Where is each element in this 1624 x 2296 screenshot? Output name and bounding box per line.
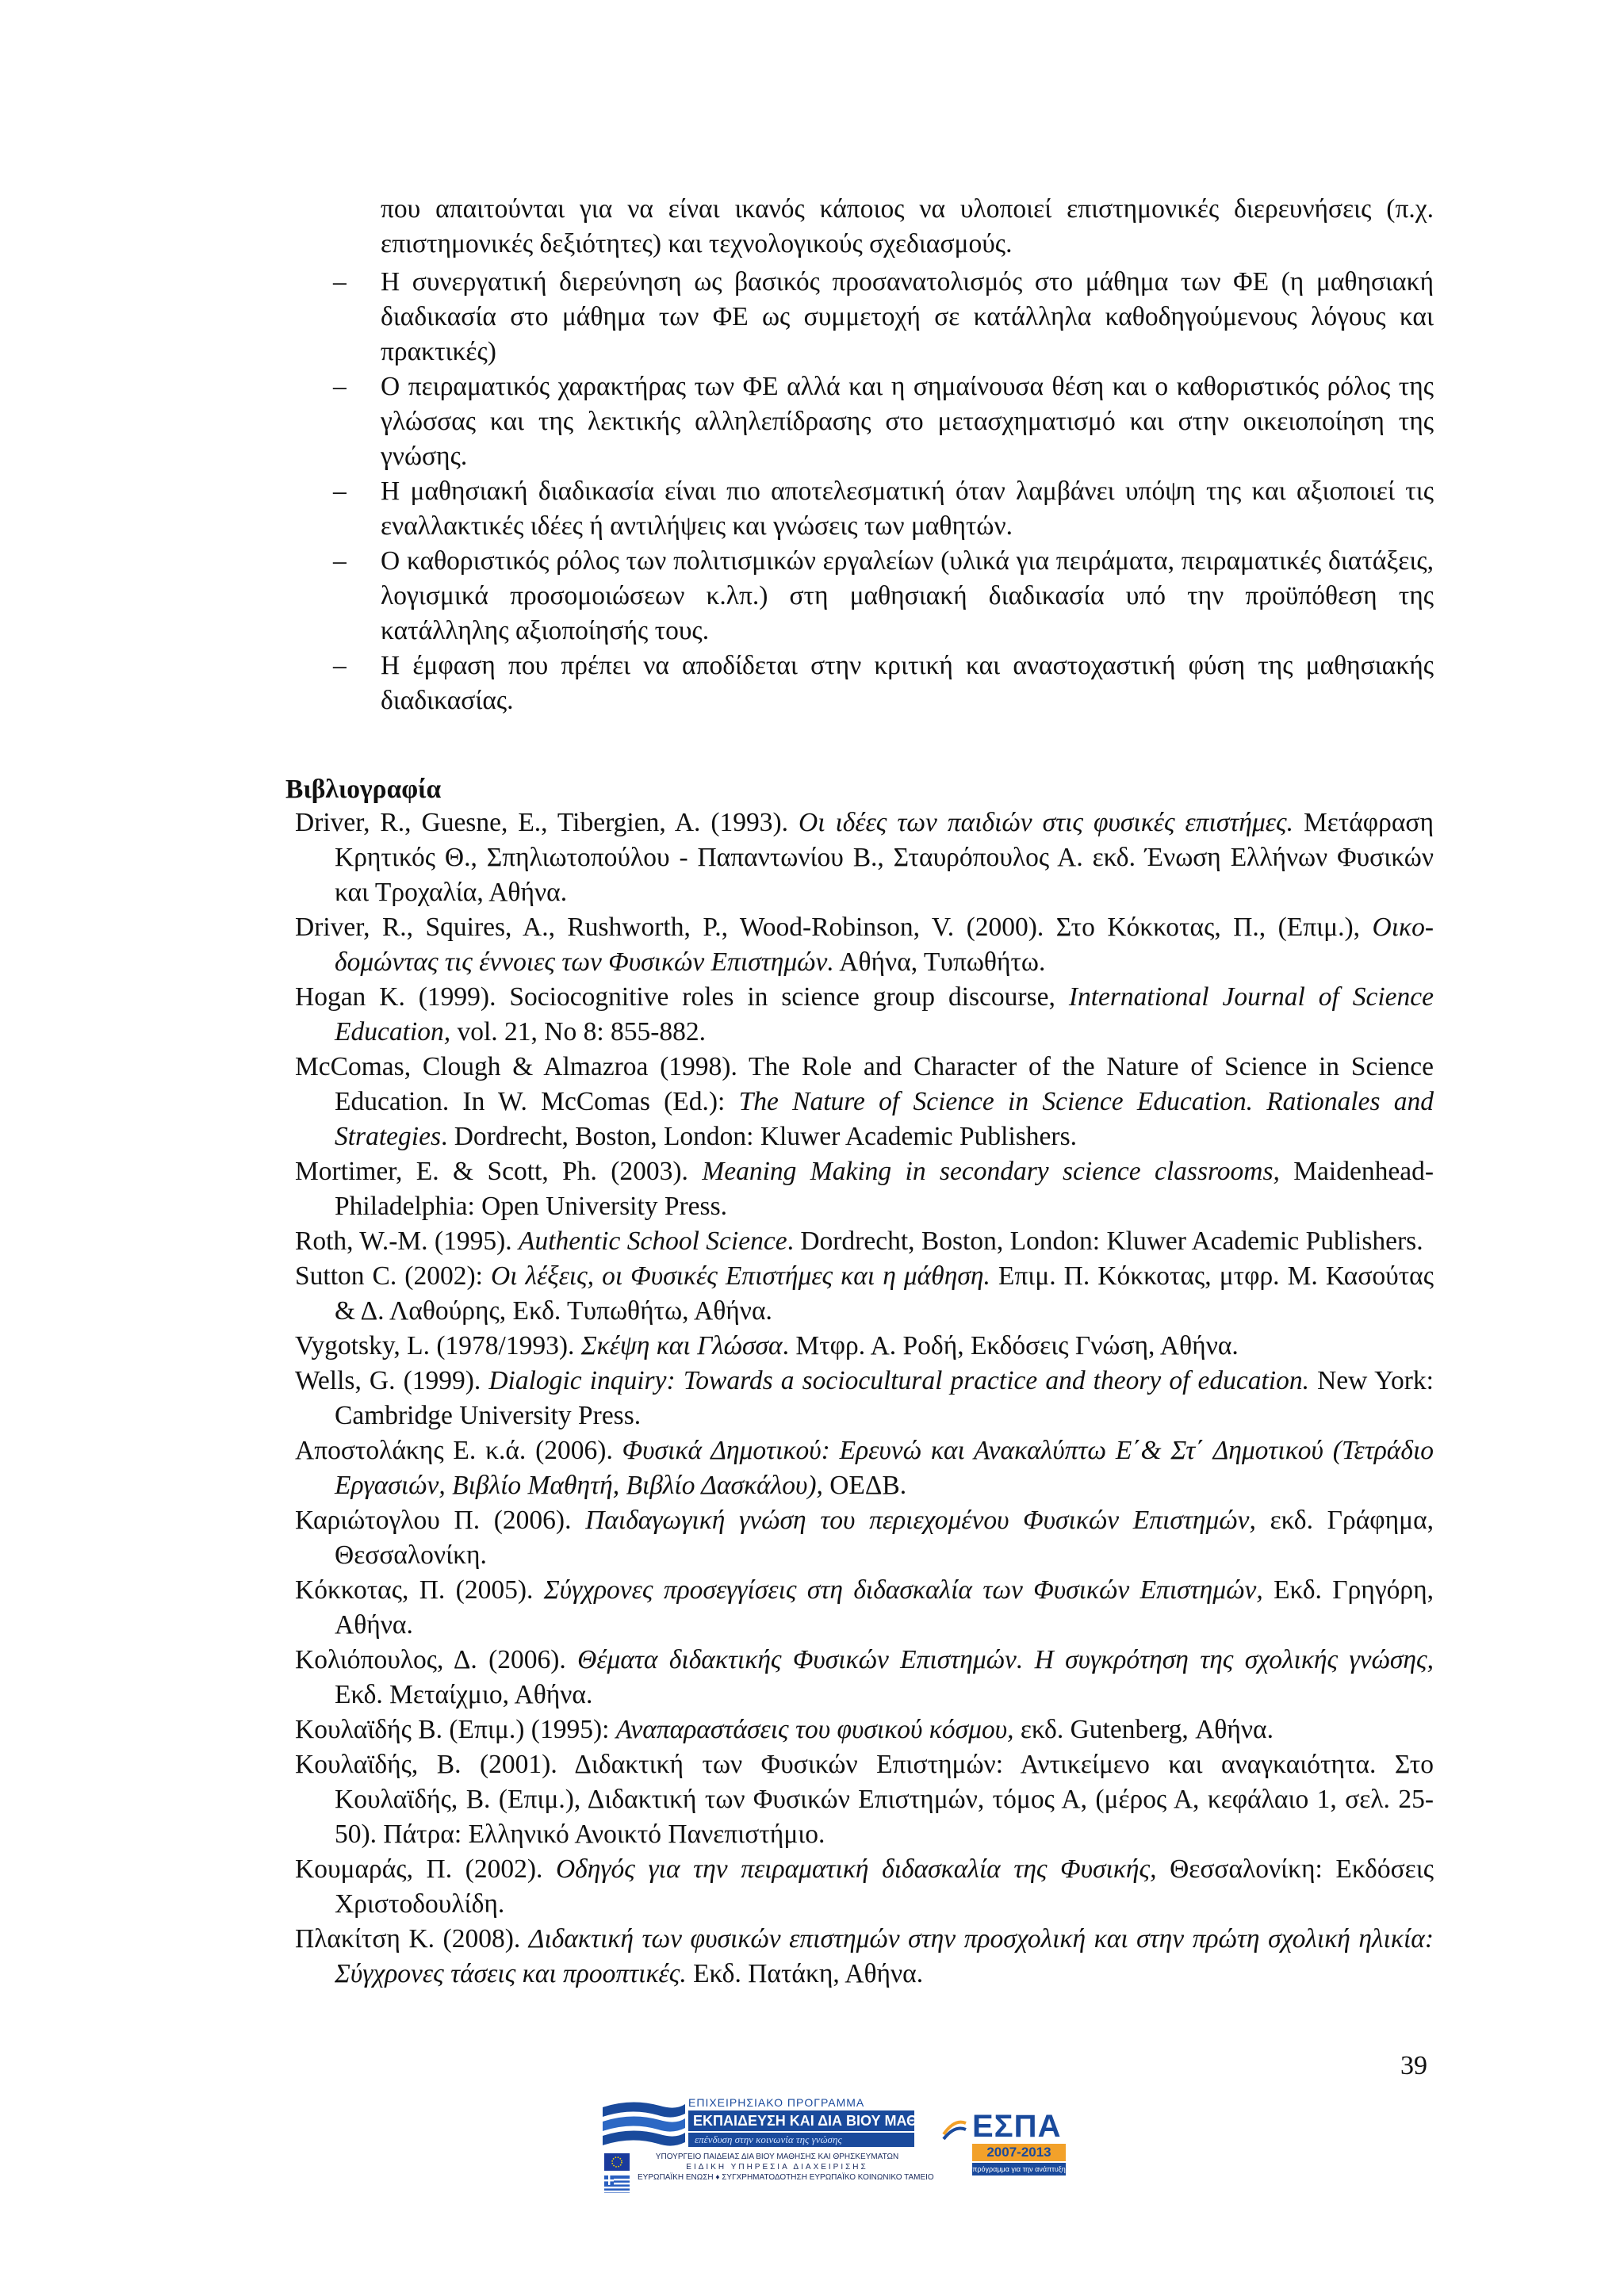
reference-text: Μετάφραση Κρητικός Θ., Σπηλιωτοπούλου - Παπαντωνίου Β., Σταυρόπουλος Α. εκδ. Ένωση Ελλήνων Φυσικών και Τροχαλία, Αθήνα. [335, 808, 1434, 907]
dash-marker: – [333, 651, 347, 680]
reference-entry [295, 1154, 1434, 1224]
list-item-text: Ο καθοριστικός ρόλος των πολιτισμικών εργαλείων (υλικά για πειράματα, πειραματικές διατάξεις, λογισμικά προσομοιώσεων κ.λπ.) στη μαθησιακή διαδικασία υπό την προϋπόθεση της κατάλληλης αξιοποίησής τους. [381, 546, 1434, 645]
list-item [333, 544, 1434, 649]
reference-text: Εκδ. Πατάκη, Αθήνα. [686, 1959, 924, 1988]
reference-title: Σκέψη και Γλώσσα [580, 1331, 783, 1360]
reference-title: Οι λέξεις, οι Φυσικές Επιστήμες και η μάθηση. [490, 1261, 990, 1291]
reference-title: The Nature of Science in Science Education. Rationales and Strategies [335, 1087, 1434, 1151]
reference-text: Κουλαϊδής, Β. (2001). Διδακτική των Φυσικών Επιστημών: Αντικείμενο και αναγκαιότητα. Στο Κουλαϊδής, Β. (Επιμ.), Διδακτική των Φυσικών Επιστημών, τόμος Α, (μέρος Α, κεφάλαιο 1, σελ. 25-50). Πάτρα: Ελληνικό Ανοικτό Πανεπιστήμιο. [295, 1750, 1434, 1849]
reference-text: Εκδ. Γρηγόρη, Αθήνα. [335, 1575, 1434, 1640]
ministry-line: ΥΠΟΥΡΓΕΙΟ ΠΑΙΔΕΙΑΣ ΔΙΑ ΒΙΟΥ ΜΑΘΗΣΗΣ ΚΑΙ ΘΡΗΣΚΕΥΜΑΤΩΝ [655, 2152, 899, 2161]
reference-title: Dialogic inquiry: Towards a sociocultural practice and theory of education. [488, 1366, 1309, 1395]
reference-text: Driver, R., Guesne, E., Tibergien, A. (1993). [295, 808, 799, 837]
reference-entry [295, 1712, 1434, 1747]
programme-name: ΕΚΠΑΙΔΕΥΣΗ ΚΑΙ ΔΙΑ ΒΙΟΥ ΜΑΘΗΣΗ [688, 2110, 914, 2131]
reference-text: Vygotsky, L. (1978/1993). [295, 1331, 581, 1360]
reference-title: Θέματα διδακτικής Φυσικών Επιστημών. Η συγκρότηση της σχολικής γνώσης, [577, 1645, 1434, 1674]
reference-title: Φυσικά Δημοτικού: Ερευνώ και Ανακαλύπτω Ε΄& Στ΄ Δημοτικού (Τετράδιο Εργασιών, Βιβλίο Μαθητή, Βιβλίο Δασκάλου), [335, 1436, 1434, 1500]
reference-text: . Μτφρ. Α. Ροδή, Εκδόσεις Γνώση, Αθήνα. [782, 1331, 1239, 1360]
reference-text: McComas, Clough & Almazroa (1998). The Role and Character of the Nature of Science in Science Education. In W. McComas (Ed.): [295, 1052, 1434, 1116]
reference-entry [295, 910, 1434, 980]
reference-entry [295, 1747, 1434, 1852]
reference-text: Κουμαράς, Π. (2002). [295, 1854, 556, 1884]
reference-text: Sutton C. (2002): [295, 1261, 491, 1291]
reference-title: International Journal of Science Education, [335, 982, 1434, 1047]
reference-title: Meaning Making in secondary science classrooms, [702, 1157, 1280, 1186]
reference-text: Mortimer, E. & Scott, Ph. (2003). [295, 1157, 703, 1186]
ministry-line: ΕΥΡΩΠΑΪΚΗ ΕΝΩΣΗ ♦ ΣΥΓΧΡΗΜΑΤΟΔΟΤΗΣΗ ΕΥΡΩΠΑΪΚΟ ΚΟΙΝΩΝΙΚΟ ΤΑΜΕΙΟ [638, 2173, 934, 2182]
reference-text: Κουλαϊδής Β. (Επιμ.) (1995): [295, 1715, 616, 1744]
reference-title: Παιδαγωγική γνώση του περιεχομένου Φυσικών Επιστημών, [585, 1506, 1256, 1535]
dash-marker: – [333, 372, 347, 401]
reference-entry [295, 1573, 1434, 1643]
footer-logos [599, 2096, 1075, 2199]
reference-entry [295, 1643, 1434, 1712]
list-item [333, 474, 1434, 544]
list-item-text: Η έμφαση που πρέπει να αποδίδεται στην κριτική και αναστοχαστική φύση της μαθησιακής διαδικασίας. [381, 651, 1434, 715]
eu-flag-icon [604, 2153, 630, 2171]
reference-text: Επιμ. Π. Κόκκοτας, μτφρ. Μ. Κασούτας & Δ. Λαθούρης, Εκδ. Τυπωθήτω, Αθήνα. [335, 1261, 1434, 1326]
reference-entry [295, 806, 1434, 910]
reference-entry [295, 1259, 1434, 1329]
page-number: 39 [1400, 2051, 1427, 2080]
reference-text: New York: Cambridge University Press. [335, 1366, 1434, 1430]
reference-title: Οδηγός για την πειραματική διδασκαλία της Φυσικής, [555, 1854, 1157, 1884]
espa-wordmark: ΕΣΠΑ [972, 2109, 1062, 2144]
reference-text: Κόκκοτας, Π. (2005). [295, 1575, 544, 1605]
greek-flag-icon [604, 2175, 630, 2193]
espa-emblem-icon [940, 2114, 969, 2142]
operational-programme-logo [599, 2096, 947, 2199]
reference-entry [295, 1433, 1434, 1503]
reference-text: Maidenhead-Philadelphia: Open University Press. [335, 1157, 1434, 1221]
reference-text: Roth, W.-M. (1995). [295, 1226, 519, 1256]
intro-continuation: που απαιτούνται για να είναι ικανός κάποιος να υλοποιεί επιστημονικές διερευνήσεις (π.χ. επιστημονικές δεξιότητες) και τεχνολογικούς σχεδιασμούς. [381, 194, 1434, 258]
reference-text: . Dordrecht, Boston, London: Kluwer Academic Publishers. [440, 1122, 1077, 1151]
reference-title: Αναπαραστάσεις του φυσικού κόσμου, [615, 1715, 1014, 1744]
reference-text: εκδ. Gutenberg, Αθήνα. [1013, 1715, 1274, 1744]
reference-text: Θεσσαλονίκη: Εκδόσεις Χριστοδουλίδη. [335, 1854, 1434, 1919]
programme-title: ΕΠΙΧΕΙΡΗΣΙΑΚΟ ΠΡΟΓΡΑΜΜΑ [688, 2096, 865, 2109]
espa-tagline: πρόγραμμα για την ανάπτυξη [972, 2163, 1066, 2175]
espa-years: 2007-2013 [972, 2144, 1066, 2161]
reference-entry [295, 1364, 1434, 1433]
dash-marker: – [333, 476, 347, 506]
reference-title: Οικο-δομώντας τις έννοιες των Φυσικών Επιστημών. [335, 913, 1434, 977]
list-item-text: Ο πειραματικός χαρακτήρας των ΦΕ αλλά και η σημαίνουσα θέση και ο καθοριστικός ρόλος της γλώσσας και της λεκτικής αλληλεπίδρασης στο μετασχηματισμό και στην οικειοποίηση της γνώσης. [381, 372, 1434, 471]
reference-text: ΟΕΔΒ. [822, 1471, 907, 1500]
principles-list [333, 265, 1434, 718]
reference-entry [295, 1503, 1434, 1573]
dash-marker: – [333, 267, 347, 297]
reference-entry [295, 1329, 1434, 1364]
list-item-text: Η συνεργατική διερεύνηση ως βασικός προσανατολισμός στο μάθημα των ΦΕ (η μαθησιακή διαδικασία στο μάθημα των ΦΕ ως συμμετοχή σε κατάλληλα καθοδηγούμενους λόγους και πρακτικές) [381, 267, 1434, 366]
espa-logo [940, 2109, 1067, 2185]
bibliography-heading: Βιβλιογραφία [285, 775, 442, 804]
reference-entry [295, 1922, 1434, 1992]
bibliography-list [295, 806, 1434, 1992]
reference-text: Αποστολάκης Ε. κ.ά. (2006). [295, 1436, 622, 1465]
list-item [333, 265, 1434, 369]
reference-text: Hogan K. (1999). Sociocognitive roles in science group discourse, [295, 982, 1069, 1012]
list-item [333, 649, 1434, 718]
programme-emblem-icon [599, 2096, 687, 2149]
reference-text: Εκδ. Μεταίχμιο, Αθήνα. [335, 1680, 593, 1709]
reference-title: Διδακτική των φυσικών επιστημών στην προσχολική και στην πρώτη σχολική ηλικία: Σύγχρονες τάσεις και προοπτικές. [335, 1924, 1434, 1988]
reference-text: Κολιόπουλος, Δ. (2006). [295, 1645, 578, 1674]
reference-text: εκδ. Γράφημα, Θεσσαλονίκη. [335, 1506, 1434, 1570]
ministry-credits [638, 2152, 934, 2183]
list-item-text: Η μαθησιακή διαδικασία είναι πιο αποτελεσματική όταν λαμβάνει υπόψη της και αξιοποιεί τις εναλλακτικές ιδέες ή αντιλήψεις και γνώσεις των μαθητών. [381, 476, 1434, 541]
reference-text: vol. 21, No 8: 855-882. [450, 1017, 707, 1047]
reference-entry [295, 1050, 1434, 1154]
list-item [333, 369, 1434, 474]
reference-text: Αθήνα, Τυπωθήτω. [833, 947, 1046, 977]
reference-entry [295, 980, 1434, 1050]
reference-text: Wells, G. (1999). [295, 1366, 489, 1395]
reference-text: Driver, R., Squires, A., Rushworth, P., Wood-Robinson, V. (2000). Στο Κόκκοτας, Π., (Επιμ.), [295, 913, 1373, 942]
programme-slogan: επένδυση στην κοινωνία της γνώσης [688, 2133, 914, 2147]
reference-title: Authentic School Science [518, 1226, 787, 1256]
reference-entry [295, 1224, 1434, 1259]
reference-title: Σύγχρονες προσεγγίσεις στη διδασκαλία των Φυσικών Επιστημών, [543, 1575, 1263, 1605]
reference-text: Πλακίτση Κ. (2008). [295, 1924, 529, 1954]
reference-title: Οι ιδέες των παιδιών στις φυσικές επιστήμες. [799, 808, 1293, 837]
ministry-line: ΕΙΔΙΚΗ ΥΠΗΡΕΣΙΑ ΔΙΑΧΕΙΡΙΣΗΣ [686, 2163, 868, 2172]
reference-entry [295, 1852, 1434, 1922]
reference-text: . Dordrecht, Boston, London: Kluwer Academic Publishers. [787, 1226, 1423, 1256]
dash-marker: – [333, 546, 347, 576]
reference-text: Καριώτογλου Π. (2006). [295, 1506, 586, 1535]
